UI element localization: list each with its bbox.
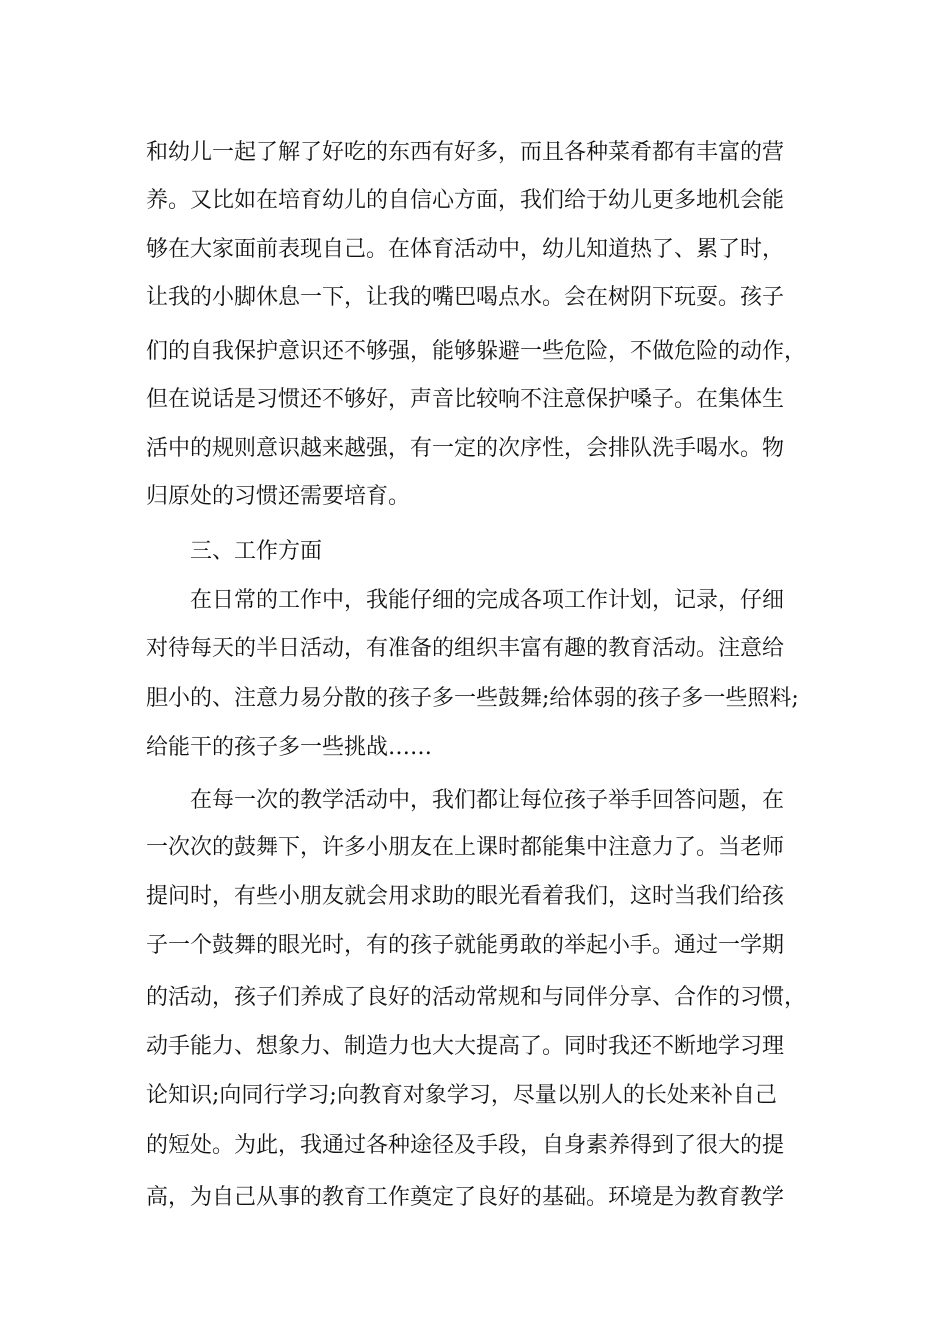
text-line: 胆小的、注意力易分散的孩子多一些鼓舞;给体弱的孩子多一些照料; — [146, 686, 799, 711]
text-line: 一次次的鼓舞下，许多小朋友在上课时都能集中注意力了。当老师 — [146, 835, 785, 860]
text-line: 让我的小脚休息一下，让我的嘴巴喝点水。会在树阴下玩耍。孩子 — [146, 285, 785, 310]
text-line: 的活动，孩子们养成了良好的活动常规和与同伴分享、合作的习惯， — [146, 985, 807, 1010]
text-line: 在每一次的教学活动中，我们都让每位孩子举手回答问题，在 — [190, 788, 785, 813]
text-line: 在日常的工作中，我能仔细的完成各项工作计划，记录，仔细 — [190, 588, 785, 613]
text-line: 养。又比如在培育幼儿的自信心方面，我们给于幼儿更多地机会能 — [146, 188, 785, 213]
text-line: 动手能力、想象力、制造力也大大提高了。同时我还不断地学习理 — [146, 1034, 785, 1059]
text-line: 子一个鼓舞的眼光时，有的孩子就能勇敢的举起小手。通过一学期 — [146, 933, 785, 958]
text-line: 够在大家面前表现自己。在体育活动中，幼儿知道热了、累了时， — [146, 237, 785, 262]
text-line: 们的自我保护意识还不够强，能够躲避一些危险，不做危险的动作， — [146, 339, 807, 364]
text-line: 归原处的习惯还需要培育。 — [146, 484, 411, 509]
text-line: 但在说话是习惯还不够好，声音比较响不注意保护嗓子。在集体生 — [146, 387, 785, 412]
text-line: 高，为自己从事的教育工作奠定了良好的基础。环境是为教育教学 — [146, 1185, 785, 1210]
text-line: 的短处。为此，我通过各种途径及手段，自身素养得到了很大的提 — [146, 1133, 785, 1158]
text-line: 对待每天的半日活动，有准备的组织丰富有趣的教育活动。注意给 — [146, 636, 785, 661]
text-line: 提问时，有些小朋友就会用求助的眼光看着我们，这时当我们给孩 — [146, 884, 785, 909]
section-heading: 三、工作方面 — [190, 539, 323, 564]
text-line: 给能干的孩子多一些挑战…… — [146, 735, 433, 760]
text-line: 和幼儿一起了解了好吃的东西有好多，而且各种菜肴都有丰富的营 — [146, 140, 785, 165]
text-line: 论知识;向同行学习;向教育对象学习，尽量以别人的长处来补自己 — [146, 1083, 777, 1108]
text-line: 活中的规则意识越来越强，有一定的次序性，会排队洗手喝水。物 — [146, 436, 785, 461]
